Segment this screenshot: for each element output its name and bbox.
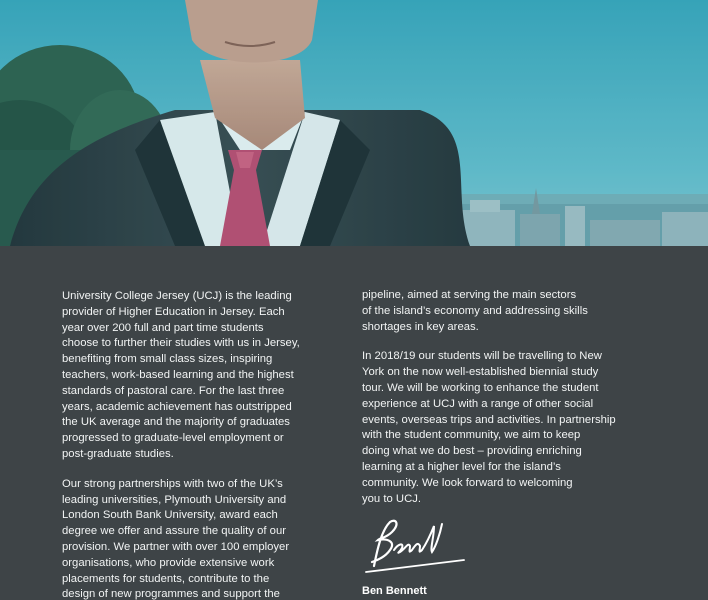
- paragraph-partnerships: Our strong partnerships with two of the UK’s leading universities, Plymouth University and London South Bank University, award each degree we offer and assure the quality of our provision. We partner with over 100 employer organisations, who provide extensive work placements for students, contribute to the design of new programmes and support the: [62, 477, 290, 600]
- hero-photo: [0, 0, 708, 246]
- paragraph-intro: University College Jersey (UCJ) is the leading provider of Higher Education in Jersey. Each year over 200 full and part time students choose to further their studies with us in Jersey, benefiting from small class sizes, inspiring teachers, work-based learning and the highest standards of pastoral care. For the last three years, academic achievement has outstripped the UK average and the majority of graduates progressed to graduate-level employment or post-graduate studies.: [62, 290, 300, 460]
- signatory-name: Ben Bennett: [362, 585, 427, 597]
- paragraph-study-tour: In 2018/19 our students will be travelling to New York on the now well-established biennial study tour. We will be working to enhance the student experience at UCJ with a range of other social events, overseas trips and activities. In partnership with the student community, we aim to keep doing what we do best – providing enriching learning at a higher level for the island’s community. We look forward to welcoming you to UCJ.: [362, 350, 616, 505]
- paragraph-pipeline: pipeline, aimed at serving the main sectors of the island’s economy and addressing skills shortages in key areas.: [362, 289, 588, 333]
- right-column: [362, 288, 648, 521]
- handwritten-signature-icon: [360, 516, 472, 576]
- portrait-photo-icon: [0, 0, 708, 246]
- left-column: [62, 289, 328, 600]
- article-panel: [0, 246, 708, 600]
